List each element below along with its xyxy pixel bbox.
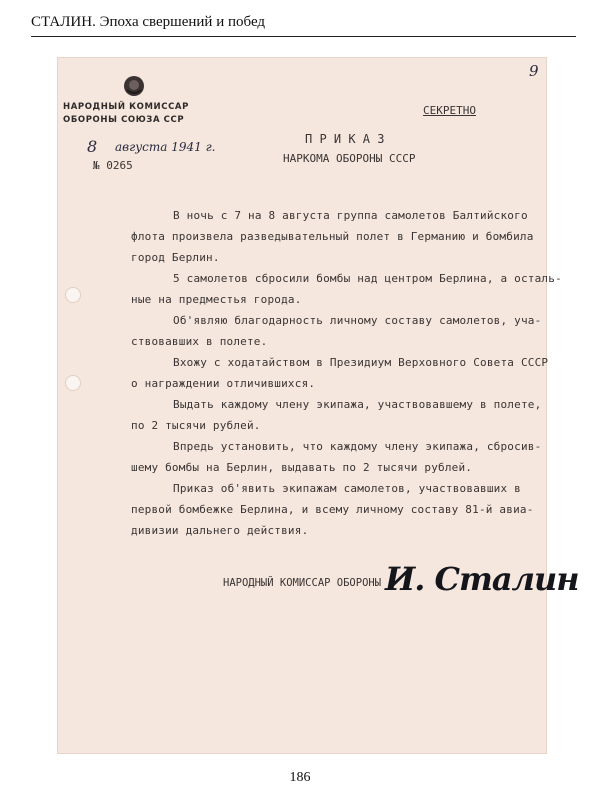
- body-line: флота произвела разведывательный полет в Германию и бомбила: [131, 230, 534, 243]
- signatory-title: НАРОДНЫЙ КОМИССАР ОБОРОНЫ: [223, 577, 382, 589]
- signature: И. Сталин: [385, 560, 579, 598]
- body-line: Впредь установить, что каждому члену экипажа, сбросив-: [173, 440, 542, 453]
- document-subtitle: НАРКОМА ОБОРОНЫ СССР: [283, 152, 416, 165]
- state-emblem-icon: [123, 75, 145, 97]
- book-title: СТАЛИН. Эпоха свершений и побед: [31, 14, 266, 30]
- punch-hole: [65, 287, 81, 303]
- book-header: [31, 12, 576, 37]
- sheet-number: 9: [529, 62, 539, 80]
- body-line: город Берлин.: [131, 251, 220, 264]
- org-line-2: ОБОРОНЫ СОЮЗА ССР: [63, 115, 185, 125]
- body-line: ные на предместья города.: [131, 293, 302, 306]
- org-line-1: НАРОДНЫЙ КОМИССАР: [63, 102, 189, 112]
- body-line: шему бомбы на Берлин, выдавать по 2 тысячи рублей.: [131, 461, 473, 474]
- body-line: Об'являю благодарность личному составу самолетов, уча-: [173, 314, 542, 327]
- body-line: о награждении отличившихся.: [131, 377, 316, 390]
- punch-hole: [65, 375, 81, 391]
- body-line: дивизии дальнего действия.: [131, 524, 309, 537]
- document-title: П Р И К А З: [305, 132, 385, 146]
- body-line: В ночь с 7 на 8 августа группа самолетов Балтийского: [173, 209, 528, 222]
- body-line: по 2 тысячи рублей.: [131, 419, 261, 432]
- body-line: Выдать каждому члену экипажа, участвовавшему в полете,: [173, 398, 542, 411]
- body-line: ствовавших в полете.: [131, 335, 268, 348]
- order-number: № 0265: [93, 159, 133, 172]
- document-sheet: [57, 57, 579, 754]
- body-line: первой бомбежке Берлина, и всему личному составу 81-й авиа-: [131, 503, 534, 516]
- page-number: 186: [289, 770, 311, 785]
- date-day: 8: [87, 137, 98, 156]
- date-month-year: августа 1941 г.: [115, 140, 216, 154]
- body-line: 5 самолетов сбросили бомбы над центром Берлина, а осталь-: [173, 272, 562, 285]
- body-line: Приказ об'явить экипажам самолетов, участвовавших в: [173, 482, 521, 495]
- secrecy-stamp: СЕКРЕТНО: [423, 104, 476, 117]
- body-line: Вхожу с ходатайством в Президиум Верховного Совета СССР: [173, 356, 549, 369]
